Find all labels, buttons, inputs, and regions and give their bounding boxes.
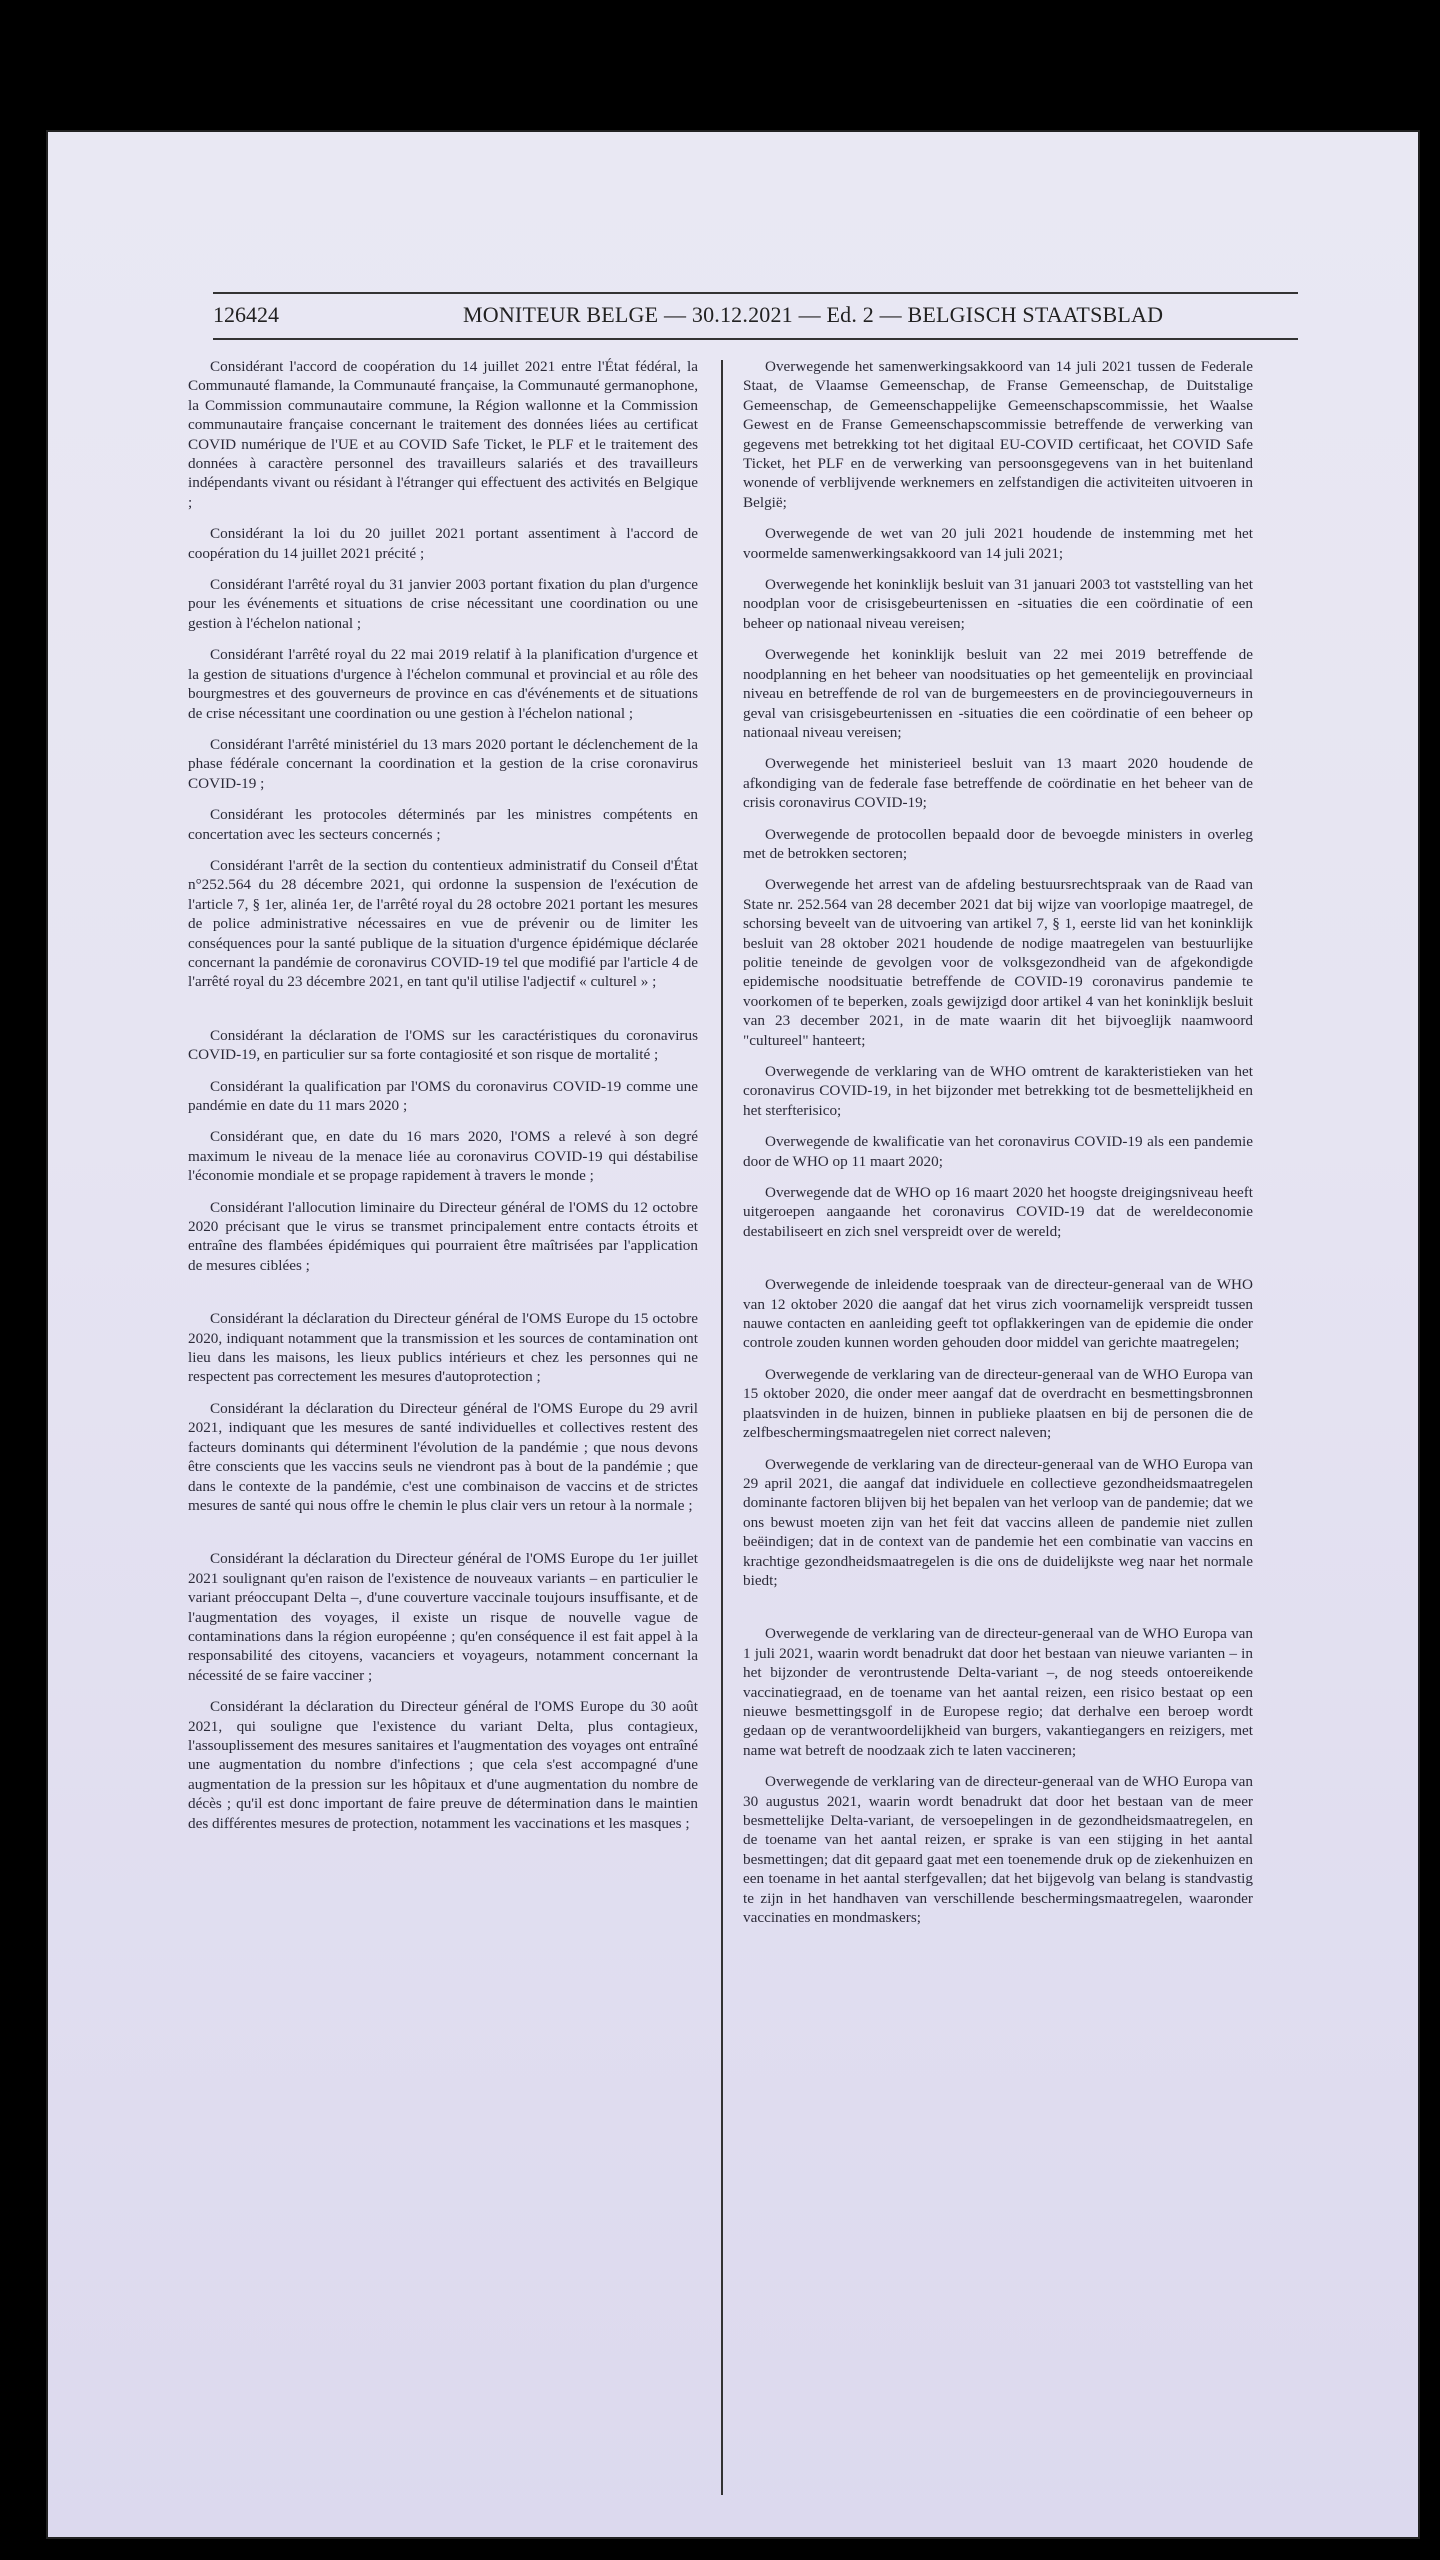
paragraph-fr: Considérant l'arrêté royal du 22 mai 2019 relatif à la planification d'urgence et la gestion de situations d'urgence à l'échelon communal et provincial et au rôle des bourgmestres et des gouverneurs de province en cas d'événements et de situations de crise nécessitant une coordination ou une gestion à l'échelon national ; [188,646,698,722]
paragraph-nl: Overwegende het samenwerkingsakkoord van 14 juli 2021 tussen de Federale Staat, de Vlaamse Gemeenschap, de Franse Gemeenschap, de Duitstalige Gemeenschap, de Gemeenschappelijke Gemeenschapscommissie, het Waalse Gewest en de Franse Gemeenschapscommissie betreffende de verwerking van gegevens met betrekking tot het digitaal EU-COVID certificaat, het COVID Safe Ticket, het PLF en de verwerking van persoonsgegevens van in het buitenland wonende of verblijvende werknemers en zelfstandigen die activiteiten uitvoeren in België; [743,358,1253,511]
paragraph-fr: Considérant l'allocution liminaire du Directeur général de l'OMS du 12 octobre 2020 précisant que le virus se transmet principalement entre contacts étroits et entraîne des flambées épidémiques qui pourraient être maîtrisées par l'application de mesures ciblées ; [188,1198,698,1274]
paragraph-nl: Overwegende de verklaring van de WHO omtrent de karakteristieken van het coronavirus COVID-19, in het bijzonder met betrekking tot de besmettelijkheid en het sterfterisico; [743,1063,1253,1119]
paragraph-nl: Overwegende het koninklijk besluit van 31 januari 2003 tot vaststelling van het noodplan voor de crisisgebeurtenissen en -situaties die een coördinatie of een beheer op nationaal niveau vereisen; [743,576,1253,632]
column-divider [721,360,723,2495]
paragraph-nl: Overwegende het ministerieel besluit van 13 maart 2020 houdende de afkondiging van de federale fase betreffende de coördinatie en het beheer van de crisis coronavirus COVID-19; [743,755,1253,812]
page-header [213,292,1298,340]
paragraph-fr: Considérant la déclaration du Directeur général de l'OMS Europe du 1er juillet 2021 soulignant qu'en raison de l'existence de nouveaux variants – en particulier le variant préoccupant Delta –, d'une couverture vaccinale toujours insuffisante, et de l'augmentation des voyages, il existe un risque de nouvelle vague de contaminations dans la région européenne ; qu'en conséquence il est fait appel à la responsabilité des citoyens, vacanciers et voyageurs, notamment concernant la nécessité de se faire vacciner ; [188,1550,698,1684]
paragraph-nl: Overwegende het arrest van de afdeling bestuursrechtspraak van de Raad van State nr. 252.564 van 28 december 2021 dat bij wijze van voorlopige maatregel, de schorsing beveelt van de uitvoering van artikel 7, § 1, eerste lid van het koninklijk besluit van 28 oktober 2021 houdende de nodige maatregelen van bestuurlijke politie teneinde de gevolgen voor de volksgezondheid van de afgekondigde epidemische noodsituatie betreffende de COVID-19 coronavirus pandemie te voorkomen of te beperken, zoals gewijzigd door artikel 4 van het koninklijk besluit van 23 december 2021, in de mate waarin dit het bijvoeglijk naamwoord "cultureel" hanteert; [743,876,1253,1049]
paragraph-nl: Overwegende de kwalificatie van het coronavirus COVID-19 als een pandemie door de WHO op 11 maart 2020; [743,1133,1253,1170]
paragraph-nl: Overwegende de protocollen bepaald door de bevoegde ministers in overleg met de betrokken sectoren; [743,825,1253,862]
paragraph-fr: Considérant l'accord de coopération du 14 juillet 2021 entre l'État fédéral, la Communauté flamande, la Communauté française, la Communauté germanophone, la Commission communautaire commune, la Région wallonne et la Commission communautaire française concernant le traitement des données liées au certificat COVID numérique de l'UE et au COVID Safe Ticket, le PLF et le traitement des données à caractère personnel des travailleurs salariés et des travailleurs indépendants vivant ou résidant à l'étranger qui effectuent des activités en Belgique ; [188,358,698,511]
paragraph-fr: Considérant la déclaration du Directeur général de l'OMS Europe du 30 août 2021, qui souligne que l'existence du variant Delta, plus contagieux, l'assouplissement des mesures sanitaires et l'augmentation des voyages ont entraîné une augmentation du nombre d'infections ; que cela s'est accompagné d'une augmentation de la pression sur les hôpitaux et d'une augmentation du nombre de décès ; qu'il est donc important de faire preuve de détermination dans le maintien des différentes mesures de protection, notamment les vaccinations et les masques ; [188,1698,698,1832]
paragraph-nl: Overwegende de verklaring van de directeur-generaal van de WHO Europa van 1 juli 2021, waarin wordt benadrukt dat door het bestaan van nieuwe varianten – in het bijzonder de verontrustende Delta-variant –, de nog steeds ontoereikende vaccinatiegraad, en de toename van het aantal reizen, een risico bestaat op een nieuwe besmettingsgolf in de Europese regio; dat derhalve een beroep wordt gedaan op de verantwoordelijkheid van burgers, vakantiegangers en reizigers, met name wat betreft de noodzaak zich te laten vaccineren; [743,1625,1253,1759]
french-column [188,357,698,2497]
gazette-title: MONITEUR BELGE — 30.12.2021 — Ed. 2 — BELGISCH STAATSBLAD [463,302,1164,327]
paragraph-fr: Considérant la loi du 20 juillet 2021 portant assentiment à l'accord de coopération du 14 juillet 2021 précité ; [188,525,698,562]
paragraph-nl: Overwegende het koninklijk besluit van 22 mei 2019 betreffende de noodplanning en het beheer van noodsituaties op het gemeentelijk en provinciaal niveau en betreffende de rol van de burgemeesters en de provinciegouverneurs in geval van crisisgebeurtenissen en -situaties die een coördinatie of een beheer op nationaal niveau vereisen; [743,646,1253,741]
document-page [48,132,1418,2537]
paragraph-fr: Considérant que, en date du 16 mars 2020, l'OMS a relevé à son degré maximum le niveau de la menace liée au coronavirus COVID-19 qui déstabilise l'économie mondiale et se propage rapidement à travers le monde ; [188,1128,698,1185]
paragraph-fr: Considérant la déclaration de l'OMS sur les caractéristiques du coronavirus COVID-19, en particulier sur sa forte contagiosité et son risque de mortalité ; [188,1026,698,1064]
paragraph-fr: Considérant la déclaration du Directeur général de l'OMS Europe du 29 avril 2021, indiquant que les mesures de santé individuelles et collectives restent des facteurs dominants qui déterminent l'évolution de la pandémie ; que nous devons être conscients que les vaccins seuls ne viendront pas à bout de la pandémie ; que dans le contexte de la pandémie, c'est une combinaison de vaccins et de strictes mesures de santé qui nous offre le chemin le plus clair vers un retour à la normale ; [188,1399,698,1514]
paragraph-fr: Considérant l'arrêté royal du 31 janvier 2003 portant fixation du plan d'urgence pour les événements et situations de crise nécessitant une coordination ou une gestion à l'échelon national ; [188,576,698,632]
dutch-column [743,357,1253,2497]
paragraph-nl: Overwegende de wet van 20 juli 2021 houdende de instemming met het voormelde samenwerkingsakkoord van 14 juli 2021; [743,525,1253,562]
paragraph-nl: Overwegende de verklaring van de directeur-generaal van de WHO Europa van 30 augustus 2021, waarin wordt benadrukt dat door het bestaan van de meer besmettelijke Delta-variant, de versoepelingen in de gezondheidsmaatregelen, en de toename van het aantal reizen, er sprake is van een stijging in het aantal besmettingen; dat dit gepaard gaat met een toenemende druk op de ziekenhuizen en een toename in het aantal sterfgevallen; dat het bijgevolg van belang is standvastig te zijn in het handhaven van verschillende beschermingsmaatregelen, waaronder vaccinaties en mondmaskers; [743,1773,1253,1927]
paragraph-fr: Considérant l'arrêté ministériel du 13 mars 2020 portant le déclenchement de la phase fédérale concernant la coordination et la gestion de la crise coronavirus COVID-19 ; [188,735,698,792]
paragraph-nl: Overwegende de verklaring van de directeur-generaal van de WHO Europa van 15 oktober 2020, die onder meer aangaf dat de overdracht en besmettingsbronnen plaatsvinden in de huizen, binnen in publieke plaatsen en bij de personen die de zelfbeschermingsmaatregelen niet correct naleven; [743,1365,1253,1442]
paragraph-nl: Overwegende de inleidende toespraak van de directeur-generaal van de WHO van 12 oktober 2020 die aangaf dat het virus zich voornamelijk verspreidt tussen nauwe contacten en aanleiding geeft tot opflakkeringen van de epidemie die onder controle zouden kunnen worden gehouden door middel van gerichte maatregelen; [743,1276,1253,1352]
paragraph-fr: Considérant les protocoles déterminés par les ministres compétents en concertation avec les secteurs concernés ; [188,806,698,843]
paragraph-fr: Considérant la qualification par l'OMS du coronavirus COVID-19 comme une pandémie en date du 11 mars 2020 ; [188,1077,698,1114]
paragraph-nl: Overwegende dat de WHO op 16 maart 2020 het hoogste dreigingsniveau heeft uitgeroepen aangaande het coronavirus COVID-19 dat de wereldeconomie destabiliseert en zich snel verspreidt over de wereld; [743,1184,1253,1240]
paragraph-fr: Considérant l'arrêt de la section du contentieux administratif du Conseil d'État n°252.564 du 28 décembre 2021, qui ordonne la suspension de l'exécution de l'article 7, § 1er, alinéa 1er, de l'arrêté royal du 28 octobre 2021 portant les mesures de police administrative nécessaires en vue de prévenir ou de limiter les conséquences pour la santé publique de la situation d'urgence épidémique déclarée concernant la pandémie de coronavirus COVID-19 tel que modifié par l'article 4 de l'arrêté royal du 23 décembre 2021, en tant qu'il utilise l'adjectif « culturel » ; [188,856,698,991]
paragraph-fr: Considérant la déclaration du Directeur général de l'OMS Europe du 15 octobre 2020, indiquant notamment que la transmission et les sources de contamination ont lieu dans les maisons, les lieux publics intérieurs et chez les personnes qui ne respectent pas correctement les mesures d'autoprotection ; [188,1310,698,1386]
page-number: 126424 [213,302,279,327]
paragraph-nl: Overwegende de verklaring van de directeur-generaal van de WHO Europa van 29 april 2021, die aangaf dat individuele en collectieve gezondheidsmaatregelen dominante factoren blijven bij het bepalen van het verloop van de pandemie; dat we ons bewust moeten zijn van het feit dat vaccins alleen de pandemie niet zullen beëindigen; dat in de context van de pandemie het een combinatie van vaccins en krachtige gezondheidsmaatregelen is die ons de duidelijkste weg naar het normale biedt; [743,1455,1253,1589]
